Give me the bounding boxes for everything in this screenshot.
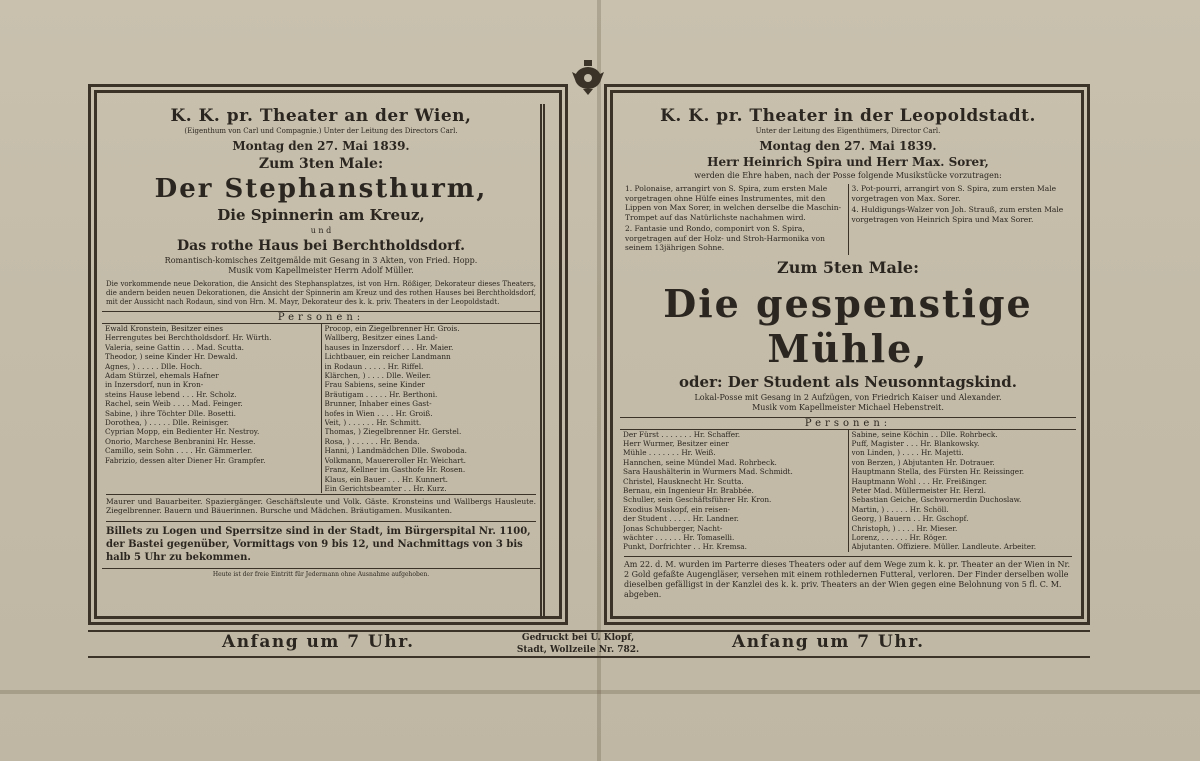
cast-entry: Ein Gerichtsbeamter . . Hr. Kurz.: [324, 483, 447, 493]
cast-entry: hauses in Inzersdorf . . . Hr. Maier.: [324, 342, 454, 352]
left-cast-column-1: [102, 324, 321, 493]
right-theatre-subtitle: Unter der Leitung des Eigenthümers, Director Carl.: [755, 127, 941, 135]
cast-entry: Sebastian Geiche, Gschwornerdin Duchoslaw.: [851, 495, 1022, 505]
cast-entry: Exodius Muskopf, ein reisen-: [623, 504, 731, 514]
cast-entry: Valeria, seine Gattin . . . Mad. Scutta.: [105, 342, 244, 352]
cast-entry: Rosa, ) . . . . . . Hr. Benda.: [324, 436, 420, 446]
right-announcement: werden die Ehre haben, nach der Posse folgende Musikstücke vorzutragen:: [694, 171, 1002, 180]
cast-entry: Theodor, ) seine Kinder Hr. Dewald.: [105, 352, 238, 362]
cast-entry: Veit, ) . . . . . . Hr. Schmitt.: [324, 418, 422, 428]
printer-line-1: Gedruckt bei U. Klopf,: [521, 633, 635, 643]
cast-entry: Hauptmann Stella, des Fürsten Hr. Reissinger.: [851, 467, 1025, 477]
cast-entry: Jonas Schubberger, Nacht-: [623, 523, 723, 533]
cast-entry: Hanni, ) Landmädchen Dlle. Swoboda.: [324, 446, 467, 456]
left-decoration-note: Die vorkommende neue Dekoration, die Ansicht des Stephansplatzes, ist von Hrn. Rößiger, Dekorateur dieses Theaters, die andern beiden neuen Dekorationen, die Ansicht der Spinnerin am Kreuz und des rothen Hauses bei Berchtholdsdorf, mit der Aussicht nach Rodaun, sind von Hrn. M. Mayr, Dekorateur des k. k. priv. Theaters in der Leopoldstadt.: [106, 280, 536, 306]
cast-entry: Mühle . . . . . . . Hr. Weiß.: [623, 448, 716, 458]
right-music-pieces-column-1: [622, 184, 848, 255]
cast-entry: Lorenz, . . . . . . Hr. Röger.: [851, 532, 948, 542]
left-play-title-3: Das rothe Haus bei Berchtholdsdorf.: [177, 238, 465, 254]
cast-entry: wächter . . . . . . Hr. Tomaselli.: [623, 532, 735, 542]
cast-entry: Frau Sabiens, seine Kinder: [324, 380, 425, 390]
left-music: Musik vom Kapellmeister Herrn Adolf Müller.: [228, 266, 414, 275]
left-playbill: [102, 104, 540, 619]
right-performers: Herr Heinrich Spira und Herr Max. Sorer,: [707, 155, 989, 169]
cast-entry: Hannchen, seine Mündel Mad. Rohrbeck.: [623, 457, 777, 467]
cast-entry: Agnes, ) . . . . . Dlle. Hoch.: [105, 361, 203, 371]
cast-entry: Der Fürst . . . . . . . Hr. Schaffer.: [623, 429, 741, 439]
right-music: Musik vom Kapellmeister Michael Hebenstreit.: [752, 402, 944, 412]
cast-entry: Ewald Kronstein, Besitzer eines: [105, 324, 224, 333]
cast-entry: Camillo, sein Sohn . . . . Hr. Gämmerler.: [105, 446, 253, 456]
cast-entry: Schuller, sein Geschäftsführer Hr. Kron.: [623, 495, 772, 505]
right-genre: Lokal-Posse mit Gesang in 2 Aufzügen, von Friedrich Kaiser und Alexander.: [694, 392, 1002, 402]
left-genre: Romantisch-komisches Zeitgemälde mit Gesang in 3 Akten, von Fried. Hopp.: [164, 256, 478, 265]
music-piece: 2. Fantasie und Rondo, componirt von S. Spira, vorgetragen auf der Holz- und Stroh-Harmonika von seinem 13jährigen Sohne.: [625, 224, 825, 252]
left-cast: [102, 324, 540, 493]
left-und: u n d: [310, 226, 332, 235]
left-play-title: Der Stephansthurm,: [154, 174, 488, 204]
cast-entry: Rachel, sein Weib . . . . Mad. Feinger.: [105, 399, 243, 409]
right-pre-title: Zum 5ten Male:: [777, 257, 919, 277]
cast-entry: Franz, Kellner im Gasthofe Hr. Rosen.: [324, 465, 466, 475]
music-piece: 1. Polonaise, arrangirt von S. Spira, zum ersten Male vorgetragen ohne Hülfe eines Instrumentes, mit den Lippen von Max Sorer, in welchen derselbe die Maschin-Trompet auf das Natürlichste nachahmen wird.: [625, 184, 842, 222]
cast-entry: Puff, Magister . . . Hr. Blankowsky.: [851, 438, 980, 448]
right-play-title-2: oder: Der Student als Neusonntagskind.: [679, 372, 1017, 391]
cast-entry: Hauptmann Wohl . . . Hr. Freißinger.: [851, 476, 987, 486]
cast-entry: Bräutigam . . . . . Hr. Berthoni.: [324, 389, 438, 399]
cast-entry: Sabine, seine Köchin . . Dlle. Rohrbeck.: [851, 429, 998, 439]
cast-entry: Punkt, Dorfrichter . . Hr. Kremsa.: [623, 542, 747, 552]
cast-entry: Fabrizio, dessen alter Diener Hr. Grampfer.: [105, 455, 266, 465]
right-lost-item-notice: Am 22. d. M. wurden im Parterre dieses Theaters oder auf dem Wege zum k. k. pr. Theater an der Wien in Nr. 2 Gold gefaßte Augengläser, versehen mit einem rothledernen Futteral, verloren. Der Finder derselben wolle dieselben gefälligst in der Kanzlei des k. k. priv. Theaters an der Wien gegen eine Belohnung von 5 fl. C. M. abgeben.: [624, 556, 1072, 600]
cast-entry: Lichtbauer, ein reicher Landmann: [324, 352, 451, 362]
right-music-pieces-column-2: [848, 184, 1075, 255]
cast-entry: Wallberg, Besitzer eines Land-: [324, 333, 438, 343]
cast-entry: Christoph, ) . . . . Hr. Mieser.: [851, 523, 958, 533]
cast-entry: Klärchen, ) . . . . Dlle. Weiler.: [324, 371, 431, 381]
music-piece: 3. Pot-pourri, arrangirt von S. Spira, zum ersten Male vorgetragen von Max. Sorer.: [851, 184, 1057, 203]
left-personen-heading: Personen:: [102, 311, 540, 324]
cast-entry: Cyprian Mopp, ein Bedienter Hr. Nestroy.: [105, 427, 260, 437]
cast-entry: von Berzen, ) Abjutanten Hr. Dotrauer.: [851, 457, 995, 467]
cast-entry: Klaus, ein Bauer . . . Hr. Kunnert.: [324, 474, 448, 484]
left-date: Montag den 27. Mai 1839.: [232, 139, 410, 153]
cast-entry: in Rodaun . . . . . Hr. Riffel.: [324, 361, 424, 371]
cast-entry: Sabine, ) ihre Töchter Dlle. Bosetti.: [105, 408, 236, 418]
right-personen-heading: Personen:: [620, 417, 1076, 430]
cast-entry: Georg, ) Bauern . . Hr. Gschopf.: [851, 514, 969, 524]
imperial-eagle-icon: [568, 58, 608, 96]
cast-entry: Brunner, Inhaber eines Gast-: [324, 399, 432, 409]
left-ticket-notice: Billets zu Logen und Sperrsitze sind in der Stadt, im Bürgerspital Nr. 1100, der Bastei gegenüber, Vormittags von 9 bis 12, und Nachmittags von 3 bis halb 5 Uhr zu bekommen.: [106, 521, 536, 564]
cast-entry: Christel, Hausknecht Hr. Scutta.: [623, 476, 744, 486]
right-date: Montag den 27. Mai 1839.: [759, 139, 937, 153]
cast-entry: Bernau, ein Ingenieur Hr. Brabbée.: [623, 485, 754, 495]
cast-entry: Adam Stürzel, ehemals Hafner: [105, 371, 219, 381]
left-column-rule: [540, 104, 562, 619]
printer-line-2: Stadt, Wollzeile Nr. 782.: [516, 645, 640, 655]
right-cast: [620, 430, 1076, 552]
cast-entry: der Student . . . . . Hr. Landner.: [623, 514, 739, 524]
right-cast-column-2: [848, 430, 1077, 552]
right-cast-column-1: [620, 430, 848, 552]
cast-entry: in Inzersdorf, nun in Kron-: [105, 380, 204, 390]
cast-entry: Onorio, Marchese Benbranini Hr. Hesse.: [105, 436, 256, 446]
right-music-pieces: [622, 184, 1074, 255]
printer-imprint: [516, 632, 640, 656]
cast-entry: hofes in Wien . . . . Hr. Groiß.: [324, 408, 433, 418]
cast-entry: Procop, ein Ziegelbrenner Hr. Grois.: [324, 324, 460, 333]
cast-entry: Herrengutes bei Berchtholdsdorf. Hr. Würth.: [105, 333, 272, 343]
music-piece: 4. Huldigungs-Walzer von Joh. Strauß, zum ersten Male vorgetragen von Heinrich Spira und Max Sorer.: [851, 205, 1064, 224]
cast-entry: Peter Mad. Müllermeister Hr. Herzl.: [851, 485, 986, 495]
cast-entry: Herr Wurmer, Besitzer einer: [623, 438, 729, 448]
cast-entry: Volkmann, Mauereroller Hr. Weichart.: [324, 455, 466, 465]
left-play-title-2: Die Spinnerin am Kreuz,: [217, 206, 425, 224]
cast-entry: Sara Haushälterin in Wurmers Mad. Schmidt.: [623, 467, 793, 477]
cast-entry: Thomas, ) Ziegelbrenner Hr. Gerstel.: [324, 427, 462, 437]
cast-entry: Martin, ) . . . . . Hr. Schöll.: [851, 504, 949, 514]
left-start-time: Anfang um 7 Uhr.: [222, 632, 415, 652]
cast-entry: steins Hause lebend . . . Hr. Scholz.: [105, 389, 237, 399]
right-start-time: Anfang um 7 Uhr.: [732, 632, 925, 652]
left-extras: Maurer und Bauarbeiter. Spaziergänger. Geschäftsleute und Volk. Gäste. Kronsteins und Wallbergs Hausleute. Ziegelbrenner. Bauern und Bäuerinnen. Bursche und Mädchen. Bräutigamen. Musikanten.: [106, 494, 536, 515]
right-theatre-title: K. K. pr. Theater in der Leopoldstadt.: [660, 106, 1036, 126]
left-theatre-subtitle: (Eigenthum von Carl und Compagnie.) Unter der Leitung des Directors Carl.: [184, 127, 458, 135]
cast-entry: Abjutanten. Offiziere. Müller. Landleute. Arbeiter.: [851, 542, 1037, 552]
left-cast-column-2: [321, 324, 541, 493]
right-play-title: Die gespenstige Mühle,: [663, 280, 1033, 371]
left-pre-title: Zum 3ten Male:: [258, 156, 384, 172]
cast-entry: Dorothea, ) . . . . . Dlle. Reinisger.: [105, 418, 229, 428]
right-playbill: [620, 104, 1076, 619]
left-free-entry-note: Heute ist der freie Eintritt für Jedermann ohne Ausnahme aufgehoben.: [102, 568, 540, 578]
cast-entry: von Linden, ) . . . . Hr. Majetti.: [851, 448, 964, 458]
left-theatre-title: K. K. pr. Theater an der Wien,: [170, 106, 472, 126]
